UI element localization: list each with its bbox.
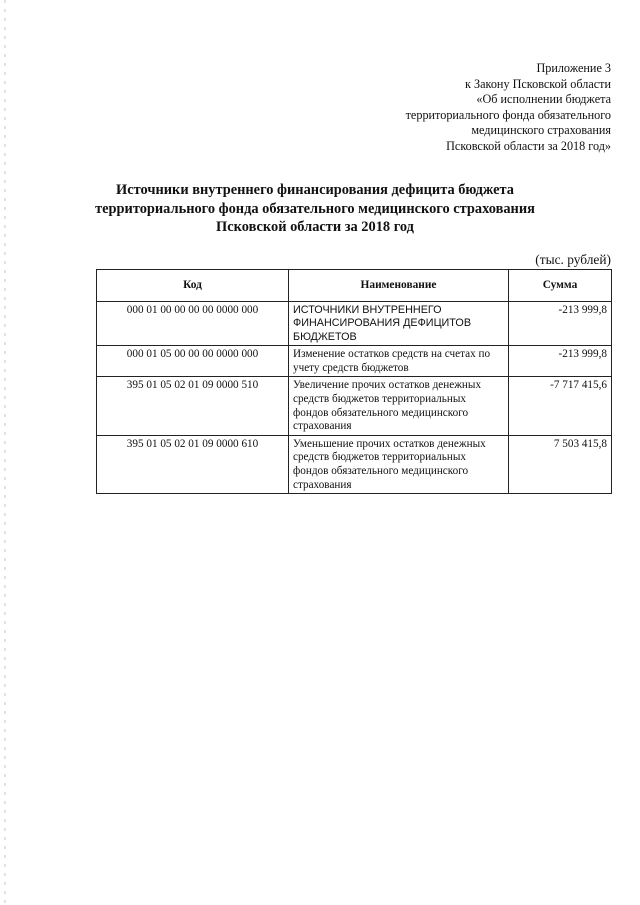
appendix-line: Приложение 3 (536, 61, 611, 75)
document-title (95, 181, 535, 237)
header-sum: Сумма (509, 270, 612, 302)
units-label: (тыс. рублей) (535, 252, 611, 267)
row-name: Изменение остатков средств на счетах по учету средств бюджетов (289, 346, 509, 377)
row-code: 395 01 05 02 01 09 0000 510 (97, 377, 289, 435)
scan-edge-marks (4, 0, 6, 905)
table-row (97, 302, 612, 346)
row-sum: 7 503 415,8 (509, 435, 612, 493)
row-name: ИСТОЧНИКИ ВНУТРЕННЕГО ФИНАНСИРОВАНИЯ ДЕФИЦИТОВ БЮДЖЕТОВ (289, 302, 509, 346)
row-name: Уменьшение прочих остатков денежных средств бюджетов территориальных фондов обязательного медицинского страхования (289, 435, 509, 493)
title-line: Источники внутреннего финансирования дефицита бюджета (116, 182, 514, 198)
header-code: Код (97, 270, 289, 302)
row-code: 000 01 05 00 00 00 0000 000 (97, 346, 289, 377)
appendix-line: «Об исполнении бюджета (476, 92, 611, 107)
row-sum: -213 999,8 (509, 346, 612, 377)
table-header-row (97, 270, 612, 302)
appendix-line: к Закону Псковской области (465, 76, 611, 91)
title-line: Псковской области за 2018 год (216, 219, 414, 235)
header-name: Наименование (289, 270, 509, 302)
row-sum: -7 717 415,6 (509, 377, 612, 435)
row-name: Увеличение прочих остатков денежных средств бюджетов территориальных фондов обязательного медицинского страхования (289, 377, 509, 435)
row-code: 000 01 00 00 00 00 0000 000 (97, 302, 289, 346)
appendix-line: медицинского страхования (471, 123, 611, 138)
row-code: 395 01 05 02 01 09 0000 610 (97, 435, 289, 493)
title-line: территориального фонда обязательного медицинского страхования (95, 200, 535, 217)
table-row (97, 377, 612, 435)
sources-table (96, 269, 612, 494)
appendix-line: Псковской области за 2018 год» (446, 138, 611, 153)
table-row (97, 346, 612, 377)
row-sum: -213 999,8 (509, 302, 612, 346)
appendix-line: территориального фонда обязательного (405, 107, 611, 122)
table-row (97, 435, 612, 493)
appendix-header (311, 61, 611, 155)
